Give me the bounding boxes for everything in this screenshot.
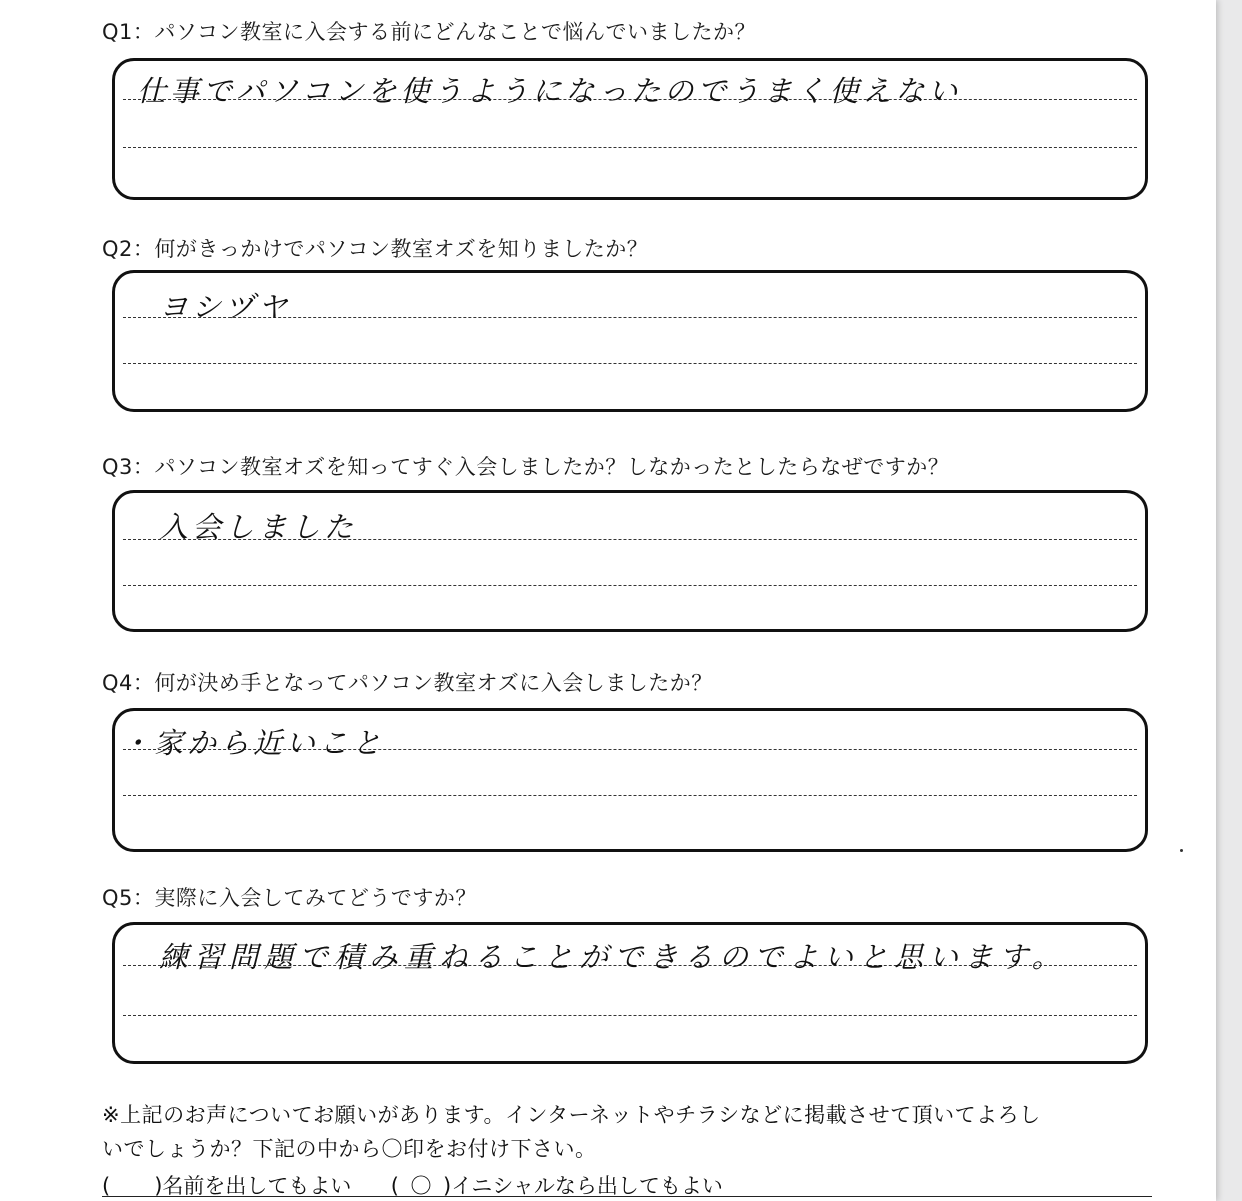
question-4-label: Q4：何が決め手となってパソコン教室オズに入会しましたか？ <box>102 671 713 695</box>
answer-box-3 <box>112 490 1148 632</box>
answer-1-text: 仕事でパソコンを使うようになったのでうまく使えない <box>137 74 962 108</box>
answer-line <box>123 363 1137 364</box>
answer-box-1 <box>112 58 1148 200</box>
question-1-label: Q1：パソコン教室に入会する前にどんなことで悩んでいましたか？ <box>102 20 756 44</box>
question-3-label: Q3：パソコン教室オズを知ってすぐ入会しましたか？しなかったとしたらなぜですか？ <box>102 455 950 479</box>
consent-note-line-1: ※上記のお声についてお願いがあります。インターネットやチラシなどに掲載させて頂いてよろし <box>102 1103 1041 1127</box>
choice-2-checkbox[interactable]: ( 〇 ) <box>391 1170 451 1200</box>
answer-line <box>123 147 1137 148</box>
scan-speck <box>1180 849 1183 852</box>
choice-2-label: イニシャルなら出してもよい <box>451 1174 723 1198</box>
answer-box-2 <box>112 270 1148 412</box>
answer-line <box>123 795 1137 796</box>
answer-line <box>123 1015 1137 1016</box>
consent-note-line-2: いでしょうか？下記の中から〇印をお付け下さい。 <box>102 1137 597 1161</box>
answer-4-text: ・家から近いこと <box>121 726 386 760</box>
question-5-label: Q5：実際に入会してみてどうですか？ <box>102 886 477 910</box>
question-2-label: Q2：何がきっかけでパソコン教室オズを知りましたか？ <box>102 237 649 261</box>
answer-3-text: 入会しました <box>159 510 358 544</box>
choice-1-label: 名前を出してもよい <box>162 1174 352 1198</box>
answer-box-4 <box>112 708 1148 852</box>
answer-box-5 <box>112 922 1148 1064</box>
answer-2-text: ヨシヅヤ <box>159 290 292 324</box>
choice-2-mark: 〇 <box>410 1174 432 1198</box>
answer-line <box>123 585 1137 586</box>
choice-1-checkbox[interactable]: ( ) <box>102 1174 163 1198</box>
bottom-rule <box>102 1196 1152 1197</box>
answer-5-text: 練習問題で積み重ねることができるのでよいと思います。 <box>159 940 1067 974</box>
